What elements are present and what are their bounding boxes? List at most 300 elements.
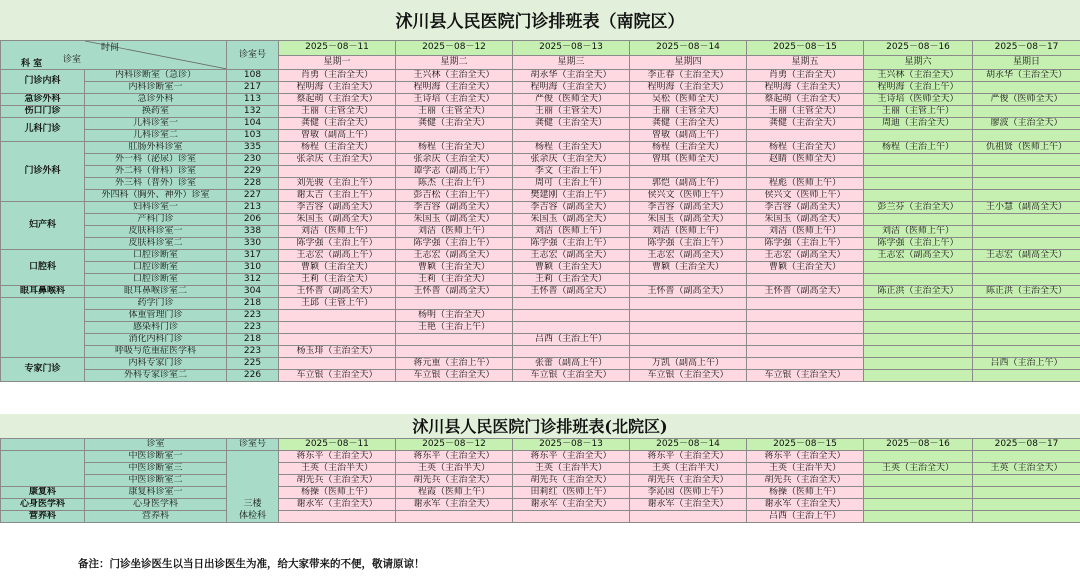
dept-cell: 急诊外科 xyxy=(1,94,85,106)
schedule-cell xyxy=(630,310,747,322)
schedule-cell: 李吉容（副高全天） xyxy=(279,202,396,214)
table-row xyxy=(1,250,1080,262)
schedule-cell xyxy=(279,310,396,322)
schedule-cell xyxy=(513,322,630,334)
schedule-cell xyxy=(747,346,864,358)
room-cell: 药学门诊 xyxy=(85,298,227,310)
schedule-cell: 王丽（主管全天） xyxy=(630,106,747,118)
schedule-cell: 程彪（医师上午） xyxy=(747,178,864,190)
schedule-cell: 王怀普（副高全天） xyxy=(513,286,630,298)
schedule-cell xyxy=(973,370,1080,382)
schedule-cell xyxy=(864,298,973,310)
schedule-cell: 蔡起萌（主治全天） xyxy=(279,94,396,106)
dept-cell: 门诊内科 xyxy=(1,70,85,94)
room-cell: 口腔诊断室 xyxy=(85,262,227,274)
schedule-cell: 周可（主治上午） xyxy=(513,178,630,190)
schedule-cell: 蒋东平（主治全天） xyxy=(279,451,396,463)
schedule-cell: 车立银（主治全天） xyxy=(513,370,630,382)
schedule-cell: 樊建刚（主治上午） xyxy=(513,190,630,202)
schedule-cell xyxy=(973,334,1080,346)
schedule-cell: 李沁园（医师上午） xyxy=(630,487,747,499)
schedule-cell: 杨程（主治全天） xyxy=(747,142,864,154)
schedule-cell xyxy=(973,274,1080,286)
schedule-cell xyxy=(973,130,1080,142)
schedule-cell: 龚健（主治全天） xyxy=(513,118,630,130)
room-number-cell: 223 xyxy=(227,322,279,334)
south-weekday-1: 星期一 xyxy=(279,55,396,70)
schedule-cell: 王英（主治半天） xyxy=(513,463,630,475)
schedule-cell xyxy=(973,178,1080,190)
schedule-cell xyxy=(747,310,864,322)
schedule-cell: 朱国玉（副高全天） xyxy=(279,214,396,226)
schedule-cell xyxy=(864,130,973,142)
schedule-cell xyxy=(396,298,513,310)
schedule-cell: 王丽（主管上午） xyxy=(864,106,973,118)
schedule-cell xyxy=(973,298,1080,310)
room-cell: 中医诊断室二 xyxy=(85,475,227,487)
schedule-cell: 胡永华（主治全天） xyxy=(513,70,630,82)
schedule-cell: 王英（主治半天） xyxy=(279,463,396,475)
table-row xyxy=(1,346,1080,358)
schedule-cell: 刘洁（医师上午） xyxy=(396,226,513,238)
schedule-cell: 王莉（主治全天） xyxy=(279,274,396,286)
schedule-cell: 龚健（主治全天） xyxy=(279,118,396,130)
schedule-cell xyxy=(630,274,747,286)
room-cell: 外一科（泌尿）诊室 xyxy=(85,154,227,166)
schedule-cell xyxy=(279,322,396,334)
room-number-cell: 312 xyxy=(227,274,279,286)
table-row xyxy=(1,511,1080,523)
table-row xyxy=(1,487,1080,499)
schedule-cell xyxy=(747,166,864,178)
table-row xyxy=(1,334,1080,346)
table-row xyxy=(1,310,1080,322)
schedule-cell xyxy=(630,511,747,523)
schedule-cell xyxy=(864,487,973,499)
schedule-cell: 谢永军（主治全天） xyxy=(396,499,513,511)
room-number-cell: 229 xyxy=(227,166,279,178)
schedule-cell: 王丽（主管全天） xyxy=(747,106,864,118)
north-roomno-header: 诊室号 xyxy=(227,439,279,451)
south-date-2: 2025－08－12 xyxy=(396,41,513,56)
schedule-cell: 王志宏（副高全天） xyxy=(513,250,630,262)
schedule-cell: 刘洁（医师上午） xyxy=(747,226,864,238)
schedule-cell: 曾琪（医师全天） xyxy=(630,154,747,166)
schedule-cell: 李吉容（副高全天） xyxy=(747,202,864,214)
room-number-cell: 104 xyxy=(227,118,279,130)
table-row xyxy=(1,106,1080,118)
schedule-cell: 蔡起萌（主治全天） xyxy=(747,94,864,106)
north-date-3: 2025－08－13 xyxy=(513,439,630,451)
schedule-cell: 陈正洪（主治全天） xyxy=(864,286,973,298)
dept-cell: 专家门诊 xyxy=(1,358,85,382)
schedule-cell: 陈学强（主治上午） xyxy=(513,238,630,250)
schedule-cell xyxy=(973,82,1080,94)
schedule-cell: 廖波（主治全天） xyxy=(973,118,1080,130)
schedule-cell: 陈学强（主治上午） xyxy=(279,238,396,250)
schedule-cell: 蒋东平（主治全天） xyxy=(747,451,864,463)
table-row xyxy=(1,178,1080,190)
schedule-cell: 王邱（主管上午） xyxy=(279,298,396,310)
room-number-cell: 335 xyxy=(227,142,279,154)
room-cell: 内科诊断室一 xyxy=(85,82,227,94)
schedule-cell xyxy=(973,214,1080,226)
schedule-cell: 王英（主治全天） xyxy=(973,463,1080,475)
schedule-cell: 田莉红（医师上午） xyxy=(513,487,630,499)
schedule-cell xyxy=(864,370,973,382)
schedule-cell: 王怀普（副高全天） xyxy=(747,286,864,298)
schedule-cell xyxy=(396,130,513,142)
schedule-cell xyxy=(973,166,1080,178)
table-row xyxy=(1,226,1080,238)
schedule-cell xyxy=(513,130,630,142)
schedule-cell: 车立银（主治全天） xyxy=(747,370,864,382)
schedule-cell: 王志宏（副高全天） xyxy=(973,250,1080,262)
room-number-cell: 223 xyxy=(227,310,279,322)
dept-cell: 伤口门诊 xyxy=(1,106,85,118)
schedule-cell xyxy=(630,166,747,178)
room-cell: 外科专家诊室二 xyxy=(85,370,227,382)
room-number-cell: 103 xyxy=(227,130,279,142)
schedule-cell: 谢太吉（主治上午） xyxy=(279,190,396,202)
north-date-5: 2025－08－15 xyxy=(747,439,864,451)
south-weekday-3: 星期三 xyxy=(513,55,630,70)
schedule-cell: 王兴林（主治全天） xyxy=(396,70,513,82)
schedule-cell: 王丽（主管全天） xyxy=(513,106,630,118)
schedule-cell xyxy=(864,178,973,190)
south-weekday-7: 星期日 xyxy=(973,55,1080,70)
schedule-cell: 车立银（主治全天） xyxy=(279,370,396,382)
north-corner-cell xyxy=(1,439,85,451)
south-weekday-4: 星期四 xyxy=(630,55,747,70)
room-number-cell: 304 xyxy=(227,286,279,298)
schedule-cell: 吕西（主治上午） xyxy=(973,358,1080,370)
schedule-cell: 刘洁（医师上午） xyxy=(513,226,630,238)
table-row xyxy=(1,274,1080,286)
schedule-cell xyxy=(973,487,1080,499)
schedule-cell xyxy=(279,334,396,346)
schedule-cell: 赵睛（医师全天） xyxy=(747,154,864,166)
room-cell: 儿科诊室二 xyxy=(85,130,227,142)
dept-cell xyxy=(1,298,85,358)
room-number-cell: 218 xyxy=(227,298,279,310)
schedule-cell: 杨操（医师上午） xyxy=(747,487,864,499)
schedule-cell: 王艳（主治上午） xyxy=(396,322,513,334)
room-cell: 换药室 xyxy=(85,106,227,118)
south-date-header-row xyxy=(1,41,1080,56)
schedule-cell xyxy=(864,499,973,511)
schedule-cell xyxy=(396,346,513,358)
corner-dept-label: 科 室 xyxy=(21,59,43,69)
north-title: 沭川县人民医院门诊排班表(北院区) xyxy=(412,417,668,436)
schedule-cell: 王英（主治全天） xyxy=(864,463,973,475)
schedule-cell xyxy=(973,226,1080,238)
table-row xyxy=(1,262,1080,274)
schedule-cell: 王志宏（副高全天） xyxy=(747,250,864,262)
schedule-cell: 郭恺（副高上午） xyxy=(630,178,747,190)
schedule-cell xyxy=(973,262,1080,274)
schedule-cell xyxy=(279,358,396,370)
schedule-cell: 胡先兵（主治全天） xyxy=(396,475,513,487)
schedule-cell: 严俊（医师全天） xyxy=(513,94,630,106)
exam-room-cell: 三楼 体检科 xyxy=(227,451,279,523)
schedule-cell: 李吉容（副高全天） xyxy=(630,202,747,214)
schedule-cell: 谢永军（主治全天） xyxy=(747,499,864,511)
schedule-cell: 谢永军（主治全天） xyxy=(630,499,747,511)
table-row xyxy=(1,463,1080,475)
schedule-cell xyxy=(630,322,747,334)
schedule-cell: 王怀普（副高全天） xyxy=(279,286,396,298)
schedule-cell xyxy=(973,346,1080,358)
room-cell: 消化内科门诊 xyxy=(85,334,227,346)
schedule-cell: 陈学强（主治上午） xyxy=(864,238,973,250)
schedule-cell xyxy=(396,334,513,346)
schedule-cell: 蒋东平（主治全天） xyxy=(630,451,747,463)
schedule-cell: 陈学强（主治上午） xyxy=(396,238,513,250)
schedule-cell: 程明海（主治上午） xyxy=(864,82,973,94)
north-room-header: 诊室 xyxy=(85,439,227,451)
schedule-cell: 彭兰芬（主治全天） xyxy=(864,202,973,214)
south-date-3: 2025－08－13 xyxy=(513,41,630,56)
schedule-cell: 李吉容（副高全天） xyxy=(396,202,513,214)
table-row xyxy=(1,118,1080,130)
dept-cell: 儿科门诊 xyxy=(1,118,85,142)
dept-cell: 营养科 xyxy=(1,511,85,523)
room-cell: 营养科 xyxy=(85,511,227,523)
schedule-cell xyxy=(973,190,1080,202)
schedule-cell xyxy=(747,298,864,310)
schedule-cell: 李吉容（副高全天） xyxy=(513,202,630,214)
room-cell: 急诊外科 xyxy=(85,94,227,106)
table-row xyxy=(1,370,1080,382)
footer-note: 备注：门诊坐诊医生以当日出诊医生为准，给大家带来的不便，敬请原谅！ xyxy=(78,558,425,570)
schedule-cell: 吕西（主治上午） xyxy=(513,334,630,346)
schedule-cell: 蒋东平（主治全天） xyxy=(513,451,630,463)
schedule-cell: 龚健（主治全天） xyxy=(630,118,747,130)
schedule-cell: 李正春（主治全天） xyxy=(630,70,747,82)
dept-cell: 口腔科 xyxy=(1,250,85,286)
north-date-2: 2025－08－12 xyxy=(396,439,513,451)
schedule-cell: 胡先兵（主治全天） xyxy=(513,475,630,487)
schedule-cell: 朱国玉（副高全天） xyxy=(513,214,630,226)
room-cell: 康复科诊室一 xyxy=(85,487,227,499)
table-row xyxy=(1,214,1080,226)
schedule-cell xyxy=(630,334,747,346)
schedule-cell: 侯兴文（医师上午） xyxy=(747,190,864,202)
room-number-cell: 228 xyxy=(227,178,279,190)
room-cell: 感染科门诊 xyxy=(85,322,227,334)
schedule-cell: 陈学强（主治上午） xyxy=(630,238,747,250)
schedule-cell: 严俊（医师全天） xyxy=(973,94,1080,106)
schedule-cell xyxy=(973,451,1080,463)
schedule-cell xyxy=(864,310,973,322)
room-number-cell: 217 xyxy=(227,82,279,94)
north-date-1: 2025－08－11 xyxy=(279,439,396,451)
schedule-cell: 王莉（主治全天） xyxy=(396,274,513,286)
room-number-cell: 226 xyxy=(227,370,279,382)
table-row xyxy=(1,142,1080,154)
schedule-cell: 王志宏（副高上午） xyxy=(279,250,396,262)
south-date-6: 2025－08－16 xyxy=(864,41,973,56)
room-number-cell: 218 xyxy=(227,334,279,346)
schedule-cell: 王怀普（副高全天） xyxy=(630,286,747,298)
schedule-cell: 曹颖（主治全天） xyxy=(630,262,747,274)
schedule-cell: 程明海（主治全天） xyxy=(513,82,630,94)
schedule-cell: 王莉（主治全天） xyxy=(513,274,630,286)
schedule-cell: 张余庆（主治全天） xyxy=(396,154,513,166)
room-number-cell: 108 xyxy=(227,70,279,82)
north-date-4: 2025－08－14 xyxy=(630,439,747,451)
table-row xyxy=(1,190,1080,202)
south-date-1: 2025－08－11 xyxy=(279,41,396,56)
room-cell: 口腔诊断室 xyxy=(85,274,227,286)
schedule-cell xyxy=(864,346,973,358)
schedule-cell: 陈正洪（主治全天） xyxy=(973,286,1080,298)
room-number-cell: 225 xyxy=(227,358,279,370)
south-roomno-header: 诊室号 xyxy=(227,41,279,70)
schedule-cell xyxy=(973,154,1080,166)
schedule-cell xyxy=(864,154,973,166)
south-date-4: 2025－08－14 xyxy=(630,41,747,56)
table-row xyxy=(1,166,1080,178)
dept-cell: 妇产科 xyxy=(1,202,85,250)
schedule-cell: 谢永军（主治全天） xyxy=(513,499,630,511)
room-number-cell: 227 xyxy=(227,190,279,202)
schedule-cell xyxy=(513,346,630,358)
schedule-cell: 王志宏（副高全天） xyxy=(630,250,747,262)
schedule-cell: 吴松（医师全天） xyxy=(630,94,747,106)
schedule-cell: 蒋元重（主治上午） xyxy=(396,358,513,370)
schedule-cell: 王怀普（副高全天） xyxy=(396,286,513,298)
schedule-cell: 王英（主治半天） xyxy=(630,463,747,475)
schedule-cell xyxy=(630,298,747,310)
table-row xyxy=(1,154,1080,166)
schedule-cell: 曹颖（主治全天） xyxy=(279,262,396,274)
schedule-cell xyxy=(747,334,864,346)
schedule-cell: 龚健（主治全天） xyxy=(747,118,864,130)
schedule-cell: 肖勇（主治全天） xyxy=(279,70,396,82)
schedule-cell: 王丽（主管全天） xyxy=(279,106,396,118)
room-cell: 外三科（普外）诊室 xyxy=(85,178,227,190)
schedule-cell: 王兴林（主治全天） xyxy=(864,70,973,82)
schedule-cell: 车立银（主治全天） xyxy=(396,370,513,382)
room-cell: 皮肤科诊室一 xyxy=(85,226,227,238)
schedule-cell: 曾敏（副高上午） xyxy=(630,130,747,142)
table-row xyxy=(1,358,1080,370)
schedule-cell: 刘洁（医师上午） xyxy=(630,226,747,238)
table-row xyxy=(1,82,1080,94)
south-weekday-5: 星期五 xyxy=(747,55,864,70)
table-row xyxy=(1,286,1080,298)
schedule-cell: 万凯（副高上午） xyxy=(630,358,747,370)
north-schedule-table xyxy=(0,438,1080,523)
schedule-cell: 刘先骏（主治上午） xyxy=(279,178,396,190)
room-number-cell: 338 xyxy=(227,226,279,238)
south-schedule-table xyxy=(0,40,1080,382)
schedule-cell: 王小慧（副高全天） xyxy=(973,202,1080,214)
table-row xyxy=(1,451,1080,463)
schedule-cell: 胡先兵（主治全天） xyxy=(747,475,864,487)
table-row xyxy=(1,499,1080,511)
room-cell: 呼吸与危重症医学科 xyxy=(85,346,227,358)
schedule-cell: 曾敏（副高上午） xyxy=(279,130,396,142)
schedule-cell: 张蕾（副高上午） xyxy=(513,358,630,370)
south-corner-cell xyxy=(1,41,227,70)
schedule-cell: 杨程（主治全天） xyxy=(513,142,630,154)
schedule-cell xyxy=(747,274,864,286)
table-row xyxy=(1,322,1080,334)
schedule-cell: 陈学强（主治上午） xyxy=(747,238,864,250)
schedule-cell: 杨程（主治全天） xyxy=(396,142,513,154)
schedule-cell xyxy=(864,451,973,463)
schedule-cell xyxy=(864,334,973,346)
room-number-cell: 330 xyxy=(227,238,279,250)
schedule-cell: 王诗培（医师全天） xyxy=(864,94,973,106)
schedule-cell xyxy=(864,511,973,523)
schedule-cell: 程明海（主治全天） xyxy=(396,82,513,94)
room-number-cell: 206 xyxy=(227,214,279,226)
schedule-cell: 肖勇（主治全天） xyxy=(747,70,864,82)
schedule-cell: 胡先兵（主治全天） xyxy=(279,475,396,487)
room-cell: 皮肤科诊室二 xyxy=(85,238,227,250)
schedule-cell: 李文（主治上午） xyxy=(513,166,630,178)
schedule-cell xyxy=(864,274,973,286)
south-weekday-6: 星期六 xyxy=(864,55,973,70)
schedule-cell: 程霞（医师上午） xyxy=(396,487,513,499)
dept-cell: 康复科 xyxy=(1,487,85,499)
room-number-cell: 213 xyxy=(227,202,279,214)
schedule-cell: 胡永华（主治全天） xyxy=(973,70,1080,82)
schedule-cell: 侯兴文（医师上午） xyxy=(630,190,747,202)
room-cell: 中医诊断室一 xyxy=(85,451,227,463)
corner-time-label: 时间 xyxy=(101,43,120,53)
schedule-cell: 龚健（主治全天） xyxy=(396,118,513,130)
schedule-cell: 陈杰（主治上午） xyxy=(396,178,513,190)
table-row xyxy=(1,238,1080,250)
schedule-cell: 杨程（主治全天） xyxy=(279,142,396,154)
schedule-cell xyxy=(396,511,513,523)
room-cell: 儿科诊室一 xyxy=(85,118,227,130)
schedule-cell xyxy=(973,238,1080,250)
schedule-cell xyxy=(747,130,864,142)
schedule-cell xyxy=(513,298,630,310)
schedule-cell: 刘洁（医师上午） xyxy=(864,226,973,238)
dept-cell xyxy=(1,451,85,487)
schedule-cell xyxy=(973,475,1080,487)
schedule-cell xyxy=(747,358,864,370)
schedule-cell: 仇祖贤（医师上午） xyxy=(973,142,1080,154)
room-cell: 外四科（胸外、神外）诊室 xyxy=(85,190,227,202)
room-number-cell: 113 xyxy=(227,94,279,106)
schedule-cell xyxy=(864,358,973,370)
schedule-cell: 胡先兵（主治全天） xyxy=(630,475,747,487)
table-row xyxy=(1,475,1080,487)
schedule-cell: 张余庆（主治全天） xyxy=(279,154,396,166)
schedule-cell: 张余庆（主治全天） xyxy=(513,154,630,166)
room-cell: 外二科（骨科）诊室 xyxy=(85,166,227,178)
schedule-cell xyxy=(973,511,1080,523)
dept-cell: 门诊外科 xyxy=(1,142,85,202)
south-weekday-2: 星期二 xyxy=(396,55,513,70)
room-number-cell: 223 xyxy=(227,346,279,358)
schedule-cell: 王志宏（副高全天） xyxy=(396,250,513,262)
schedule-cell xyxy=(279,511,396,523)
schedule-cell: 程明海（主治全天） xyxy=(279,82,396,94)
schedule-cell xyxy=(864,262,973,274)
north-date-6: 2025－08－16 xyxy=(864,439,973,451)
schedule-cell xyxy=(864,475,973,487)
schedule-cell: 王丽（主管全天） xyxy=(396,106,513,118)
